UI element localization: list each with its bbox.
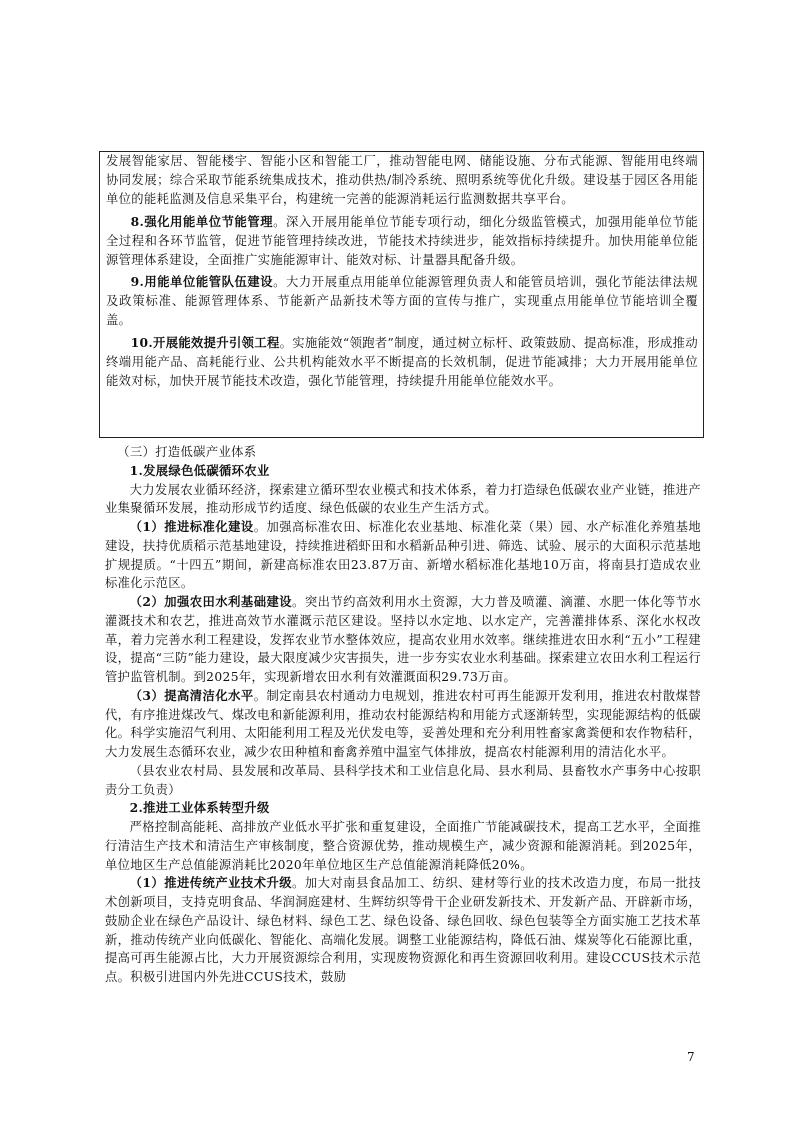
box-heading-8: 8.强化用能单位节能管理 <box>130 213 274 229</box>
page-number: 7 <box>687 1050 695 1064</box>
box-paragraph-2: 8.强化用能单位节能管理。深入开展用能单位节能专项行动，细化分级监管模式，加强用能单位节能全过程和各环节监管，促进节能管理持续改进，节能技术持续进步，能效指标持续提升。加快用能单位能源管理体系建设，全面推广实施能源审计、能效对标、计量器具配备升级。 <box>106 213 698 267</box>
main-text <box>105 443 701 987</box>
paragraph: （1）推进传统产业技术升级。加大对南县食品加工、纺织、建材等行业的技术改造力度，布局一批技术创新项目，支持克明食品、华润洞庭建材、生辉纺织等骨干企业研发新技术、开发新产品、开辟新市场，鼓励企业在绿色产品设计、绿色材料、绿色工艺、绿色设备、绿色回收、绿色包装等全方面实施工艺技术革新，推动传统产业向低碳化、智能化、高端化发展。调整工业能源结构，降低石油、煤炭等化石能源比重，提高可再生能源占比，大力开展资源综合利用，实现废物资源化和再生资源回收利用。建设CCUS技术示范点。积极引进国内外先进CCUS技术，鼓励 <box>105 875 701 984</box>
paragraph: 严格控制高能耗、高排放产业低水平扩张和重复建设，全面推广节能减碳技术，提高工艺水平，全面推行清洁生产技术和清洁生产审核制度，整合资源优势，推动规模生产，减少资源和能源消耗。到2025年，单位地区生产总值能源消耗比2020年单位地区生产总值能源消耗降低20%。 <box>105 820 701 872</box>
box-heading-9: 9.用能单位能管队伍建设 <box>130 274 274 290</box>
paragraph: 大力发展农业循环经济，探索建立循环型农业模式和技术体系，着力打造绿色低碳农业产业链，推进产业集聚循环发展，推动形成节约适度、绿色低碳的农业生产生活方式。 <box>105 482 701 516</box>
subsection-title-2: 2.推进工业体系转型升级 <box>129 800 270 816</box>
subsection-title-1: 1.发展绿色低碳循环农业 <box>129 462 270 478</box>
paragraph: （3）提高清洁化水平。制定南县农村通动力电规划，推进农村可再生能源开发利用，推进农村散煤替代，有序推进煤改气、煤改电和新能源利用，推动农村能源结构和用能方式逐渐转型，实现能源结构的低碳化。科学实施沼气利用、太阳能利用工程及光伏发电等，妥善处理和充分利用牲畜家禽粪便和农作物秸秆，大力发展生态循环农业，减少农田种植和畜禽养殖中温室气体排放，提高农村能源利用的清洁化水平。 <box>105 687 701 759</box>
section-title: （三）打造低碳产业体系 <box>117 445 257 459</box>
box-paragraph-1: 发展智能家居、智能楼宇、智能小区和智能工厂，推动智能电网、储能设施、分布式能源、智能用电终端协同发展；综合采取节能系统集成技术，推动供热/制冷系统、照明系统等优化升级。建设基于园区各用能单位的能耗监测及信息采集平台，构建统一完善的能源消耗运行监测数据共享平台。 <box>106 154 698 206</box>
paragraph: （1）推进标准化建设。加强高标准农田、标准化农业基地、标准化菜（果）园、水产标准化养殖基地建设，扶持优质稻示范基地建设，持续推进稻虾田和水稻新品种引进、筛选、试验、展示的大面积示范基地扩规提质。“十四五”期间，新建高标准农田23.87万亩、新增水稻标准化基地10万亩，将南县打造成农业标准化示范区。 <box>105 519 701 591</box>
box-paragraph-3: 9.用能单位能管队伍建设。大力开展重点用能单位能源管理负责人和能管员培训，强化节能法律法规及政策标准、能源管理体系、节能新产品新技术等方面的宣传与推广，实现重点用能单位节能培训全覆盖。 <box>106 274 698 328</box>
box-paragraph-4: 10.开展能效提升引领工程。实施能效“领跑者”制度，通过树立标杆、政策鼓励、提高标准，形成推动终端用能产品、高耗能行业、公共机构能效水平不断提高的长效机制，促进节能减排；大力开展用能单位能效对标，加快开展节能技术改造，强化节能管理，持续提升用能单位能效水平。 <box>106 335 698 388</box>
responsibility-note: （县农业农村局、县发展和改革局、县科学技术和工业信息化局、县水利局、县畜牧水产事务中心按职责分工负责） <box>105 763 701 797</box>
boxed-text-panel <box>99 151 704 438</box>
paragraph: （2）加强农田水利基础建设。突出节约高效利用水土资源，大力普及喷灌、滴灌、水肥一体化等节水灌溉技术和农艺，推进高效节水灌溉示范区建设。坚持以水定地、以水定产，完善灌排体系、深化水权改革，着力完善水利工程建设，发挥农业节水整体效应，提高农业用水效率。继续推进农田水利“五小”工程建设，提高“三防”能力建设，最大限度减少灾害损失，进一步夯实农业水利基础。探索建立农田水利工程运行管护监管机制。到2025年，实现新增农田水利有效灌溉面积29.73万亩。 <box>105 594 701 684</box>
box-heading-10: 10.开展能效提升引领工程 <box>130 335 280 351</box>
